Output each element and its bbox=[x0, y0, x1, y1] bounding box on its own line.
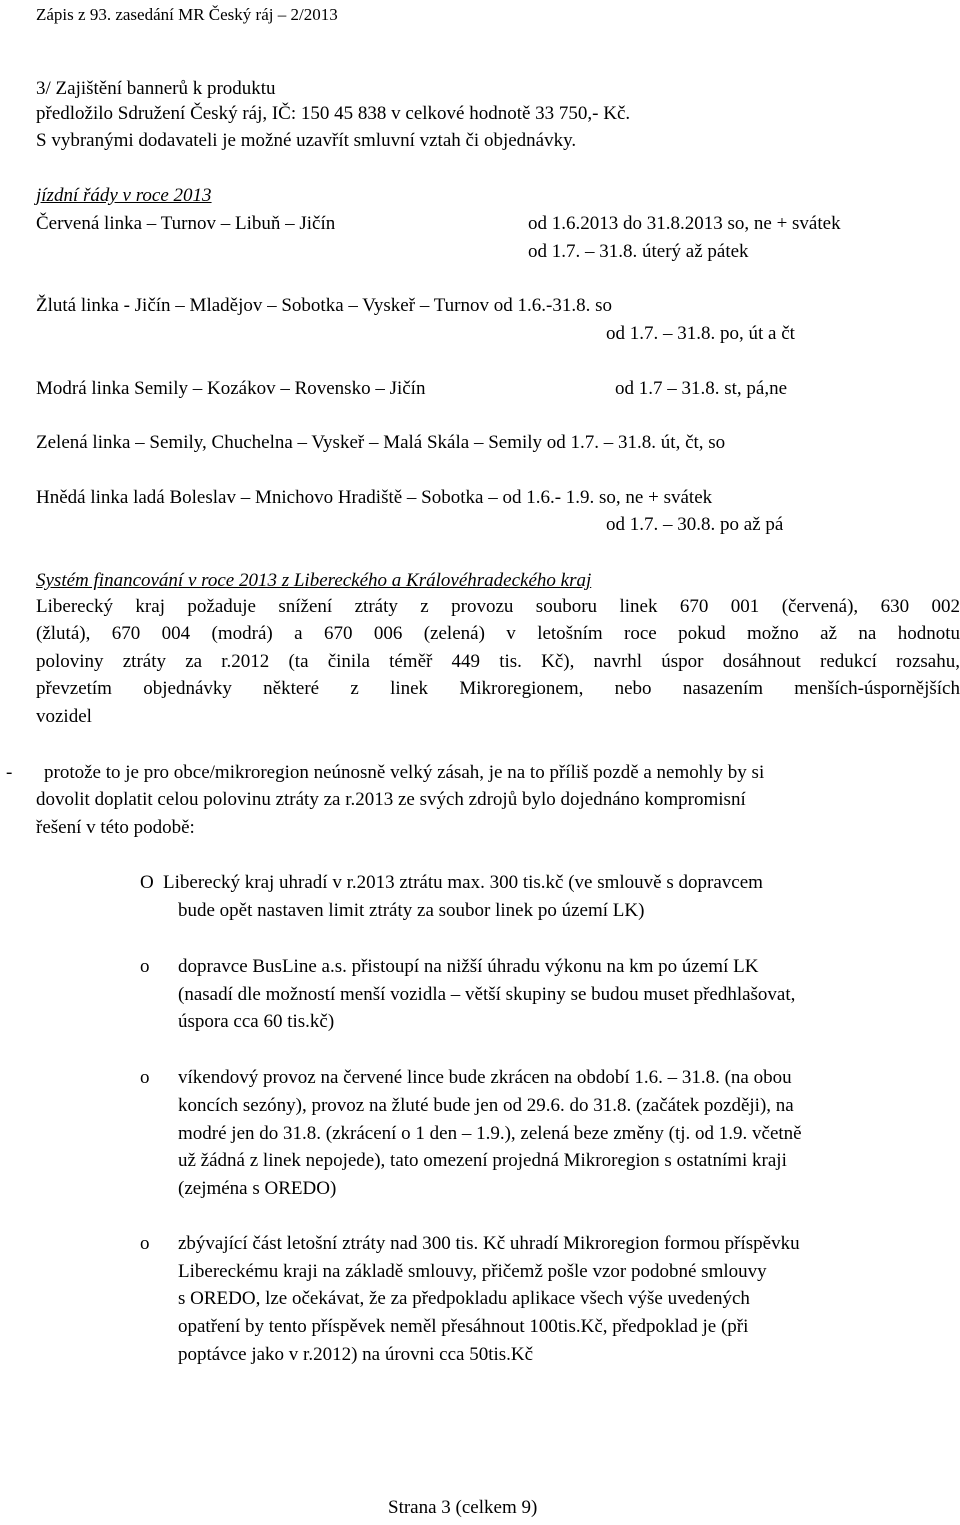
bullet-line: dopravce BusLine a.s. přistoupí na nižší úhradu výkonu na km po území LK bbox=[178, 956, 759, 977]
section-heading-banners: 3/ Zajištění bannerů k produktu bbox=[36, 78, 276, 99]
bullet-marker: o bbox=[140, 1067, 150, 1088]
schedule-blue-1: od 1.7 – 31.8. st, pá,ne bbox=[615, 378, 788, 399]
bullet-line: poptávce jako v r.2012) na úrovni cca 50tis.Kč bbox=[178, 1344, 534, 1365]
paragraph-line: (žlutá), 670 004 (modrá) a 670 006 (zelená) v letošním roce pokud možno až na hodnotu bbox=[36, 623, 960, 644]
route-yellow: Žlutá linka - Jičín – Mladějov – Sobotka – Vyskeř – Turnov od 1.6.-31.8. so bbox=[36, 295, 612, 316]
bullet-marker: O bbox=[140, 872, 154, 893]
text-line: předložilo Sdružení Český ráj, IČ: 150 45 838 v celkové hodnotě 33 750,- Kč. bbox=[36, 103, 631, 124]
dash-line: dovolit doplatit celou polovinu ztráty za r.2013 ze svých zdrojů bylo dojednáno kompromisní bbox=[36, 789, 746, 810]
route-red: Červená linka – Turnov – Libuň – Jičín bbox=[36, 213, 336, 234]
schedule-yellow-1: od 1.7. – 31.8. po, út a čt bbox=[606, 323, 795, 344]
paragraph-line: vozidel bbox=[36, 706, 92, 727]
bullet-line: Libereckému kraji na základě smlouvy, přičemž pošle vzor podobné smlouvy bbox=[178, 1261, 767, 1282]
page-header-title: Zápis z 93. zasedání MR Český ráj – 2/2013 bbox=[36, 5, 338, 24]
route-blue: Modrá linka Semily – Kozákov – Rovensko – Jičín bbox=[36, 378, 426, 399]
bullet-line: bude opět nastaven limit ztráty za soubor linek po území LK) bbox=[178, 900, 645, 921]
route-green: Zelená linka – Semily, Chuchelna – Vyskeř – Malá Skála – Semily od 1.7. – 31.8. út, čt, so bbox=[36, 432, 726, 453]
bullet-line: už žádná z linek nepojede), tato omezení projedná Mikroregion s ostatními kraji bbox=[178, 1150, 787, 1171]
bullet-marker: o bbox=[140, 1233, 150, 1254]
dash-marker: - bbox=[6, 762, 13, 783]
bullet-line: koncích sezóny), provoz na žluté bude jen od 29.6. do 31.8. (začátek později), na bbox=[178, 1095, 794, 1116]
section-heading-timetables: jízdní řády v roce 2013 bbox=[36, 185, 212, 206]
bullet-line: opatření by tento příspěvek neměl přesáhnout 100tis.Kč, předpoklad je (při bbox=[178, 1316, 749, 1337]
dash-line: protože to je pro obce/mikroregion neúnosně velký zásah, je na to příliš pozdě a nemohly by si bbox=[44, 762, 765, 783]
schedule-red-1: od 1.6.2013 do 31.8.2013 so, ne + svátek bbox=[528, 213, 841, 234]
bullet-line: s OREDO, lze očekávat, že za předpokladu aplikace všech výše uvedených bbox=[178, 1288, 750, 1309]
paragraph-line: převzetím objednávky některé z linek Mikroregionem, nebo nasazením menších-úspornějších bbox=[36, 678, 960, 699]
bullet-line: modré jen do 31.8. (zkrácení o 1 den – 1.9.), zelená beze změny (tj. od 1.9. včetně bbox=[178, 1123, 802, 1144]
section-heading-financing: Systém financování v roce 2013 z Libereckého a Královéhradeckého kraj bbox=[36, 570, 592, 591]
page-footer: Strana 3 (celkem 9) bbox=[388, 1497, 538, 1518]
dash-line: řešení v této podobě: bbox=[36, 817, 195, 838]
route-brown: Hnědá linka ladá Boleslav – Mnichovo Hradiště – Sobotka – od 1.6.- 1.9. so, ne + svátek bbox=[36, 487, 713, 508]
bullet-line: zbývající část letošní ztráty nad 300 tis. Kč uhradí Mikroregion formou příspěvku bbox=[178, 1233, 800, 1254]
schedule-red-2: od 1.7. – 31.8. úterý až pátek bbox=[528, 241, 749, 262]
bullet-line: Liberecký kraj uhradí v r.2013 ztrátu max. 300 tis.kč (ve smlouvě s dopravcem bbox=[163, 872, 763, 893]
bullet-marker: o bbox=[140, 956, 150, 977]
paragraph-line: poloviny ztráty za r.2012 (ta činila téměř 449 tis. Kč), navrhl úspor dosáhnout redukcí rozsahu, bbox=[36, 651, 960, 672]
bullet-line: víkendový provoz na červené lince bude zkrácen na období 1.6. – 31.8. (na obou bbox=[178, 1067, 792, 1088]
paragraph-line: Liberecký kraj požaduje snížení ztráty z provozu souboru linek 670 001 (červená), 630 002 bbox=[36, 596, 960, 617]
bullet-line: (nasadí dle možností menší vozidla – větší skupiny se budou muset předhlašovat, bbox=[178, 984, 796, 1005]
schedule-brown-1: od 1.7. – 30.8. po až pá bbox=[606, 514, 784, 535]
bullet-line: (zejména s OREDO) bbox=[178, 1178, 337, 1199]
text-line: S vybranými dodavateli je možné uzavřít smluvní vztah či objednávky. bbox=[36, 130, 577, 151]
bullet-line: úspora cca 60 tis.kč) bbox=[178, 1011, 335, 1032]
